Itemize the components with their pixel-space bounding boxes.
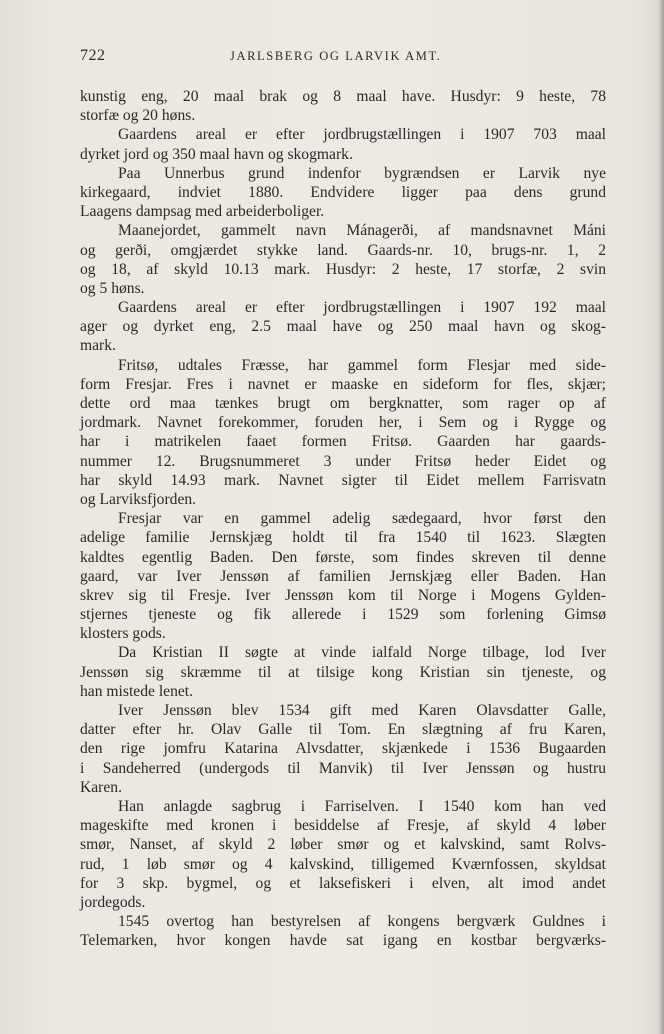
text-line: Gaardens areal er efter jordbrugstællingen i 1907 192 maal <box>118 299 606 317</box>
page-header <box>80 47 606 69</box>
text-line: for 3 skp. bygmel, og et laksefiskeri i elven, alt imod andet <box>80 874 606 892</box>
text-line: mageskifte med kronen i besiddelse af Fresje, af skyld 4 løber <box>80 817 606 835</box>
text-line: og gerði, omgjærdet stykke land. Gaards-nr. 10, brugs-nr. 1, 2 <box>80 241 606 259</box>
text-line: Maanejordet, gammelt navn Mánagerði, af mandsnavnet Máni <box>118 222 606 240</box>
text-line: smør, Nanset, af skyld 2 løber smør og et kalvskind, samt Rolvs- <box>80 836 606 854</box>
text-line: skrev sig til Fresje. Iver Jenssøn kom til Norge i Mogens Gylden- <box>80 586 606 604</box>
text-line: datter efter hr. Olav Galle til Tom. En slægtning af fru Karen, <box>80 721 606 739</box>
text-line: Fritsø, udtales Fræsse, har gammel form Flesjar med side- <box>118 356 606 374</box>
running-head: JARLSBERG OG LARVIK AMT. <box>230 49 442 63</box>
text-line: form Fresjar. Fres i navnet er maaske en sideform for fles, skjær; <box>80 375 606 393</box>
text-line: Gaardens areal er efter jordbrugstællingen i 1907 703 maal <box>118 126 606 144</box>
text-line: Telemarken, hvor kongen havde sat igang en kostbar bergværks- <box>80 932 606 950</box>
text-line: kirkegaard, indviet 1880. Endvidere ligger paa dens grund <box>80 183 606 201</box>
text-line: har skyld 14.93 mark. Navnet sigter til Eidet mellem Farrisvatn <box>80 471 606 489</box>
text-line: 1545 overtog han bestyrelsen af kongens bergværk Guldnes i <box>118 913 606 931</box>
text-line: han mistede lenet. <box>80 682 194 700</box>
text-line: i Sandeherred (undergods til Manvik) til Iver Jenssøn og hustru <box>80 759 606 777</box>
text-line: Paa Unnerbus grund indenfor bygrændsen er Larvik nye <box>118 164 606 182</box>
text-line: Han anlagde sagbrug i Farriselven. I 1540 kom han ved <box>118 797 606 815</box>
text-line: mark. <box>80 337 116 355</box>
text-line: Da Kristian II søgte at vinde ialfald Norge tilbage, lod Iver <box>118 644 606 662</box>
text-line: Karen. <box>80 778 122 796</box>
text-line: adelige familie Jernskjæg holdt til fra 1540 til 1623. Slægten <box>80 529 606 547</box>
text-line: den rige jomfru Katarina Alvsdatter, skjænkede i 1536 Bugaarden <box>80 740 606 758</box>
text-line: Laagens dampsag med arbeiderboliger. <box>80 203 325 221</box>
text-line: jordmark. Navnet forekommer, foruden her, i Sem og i Rygge og <box>80 414 606 432</box>
text-line: nummer 12. Brugsnummeret 3 under Fritsø heder Eidet og <box>80 452 606 470</box>
text-line: gaard, var Iver Jenssøn af familien Jernskjæg eller Baden. Han <box>80 567 606 585</box>
text-line: ager og dyrket eng, 2.5 maal have og 250 maal havn og skog- <box>80 318 606 336</box>
page-edge-shadow <box>658 0 664 1034</box>
text-line: storfæ og 20 høns. <box>80 107 196 125</box>
text-line: dyrket jord og 350 maal havn og skogmark. <box>80 145 353 163</box>
text-line: jordegods. <box>80 893 146 911</box>
text-line: klosters gods. <box>80 625 166 643</box>
text-line: kunstig eng, 20 maal brak og 8 maal have. Husdyr: 9 heste, 78 <box>80 88 606 105</box>
text-line: rud, 1 løb smør og 4 kalvskind, tilligemed Kværnfossen, skyldsat <box>80 855 606 873</box>
text-line: har i matrikelen faaet formen Fritsø. Gaarden har gaards- <box>80 433 606 451</box>
text-line: dette ord maa tænkes brugt om bergknatter, som rager op af <box>80 395 606 412</box>
text-line: stjernes tjeneste og fik allerede i 1529 som forlening Gimsø <box>80 606 606 624</box>
text-line: og Larviksfjorden. <box>80 490 197 508</box>
page-number: 722 <box>80 47 106 64</box>
text-line: Jenssøn sig skræmme til at tilsige kong Kristian sin tjeneste, og <box>80 663 606 681</box>
text-line: og 5 høns. <box>80 279 145 297</box>
text-line: Iver Jenssøn blev 1534 gift med Karen Olavsdatter Galle, <box>118 702 606 719</box>
text-line: og 18, af skyld 10.13 mark. Husdyr: 2 heste, 17 storfæ, 2 svin <box>80 260 606 278</box>
text-line: Fresjar var en gammel adelig sædegaard, hvor først den <box>118 510 606 528</box>
text-line: kaldtes egentlig Baden. Den første, som findes skreven til denne <box>80 548 606 566</box>
body-text <box>80 87 606 950</box>
